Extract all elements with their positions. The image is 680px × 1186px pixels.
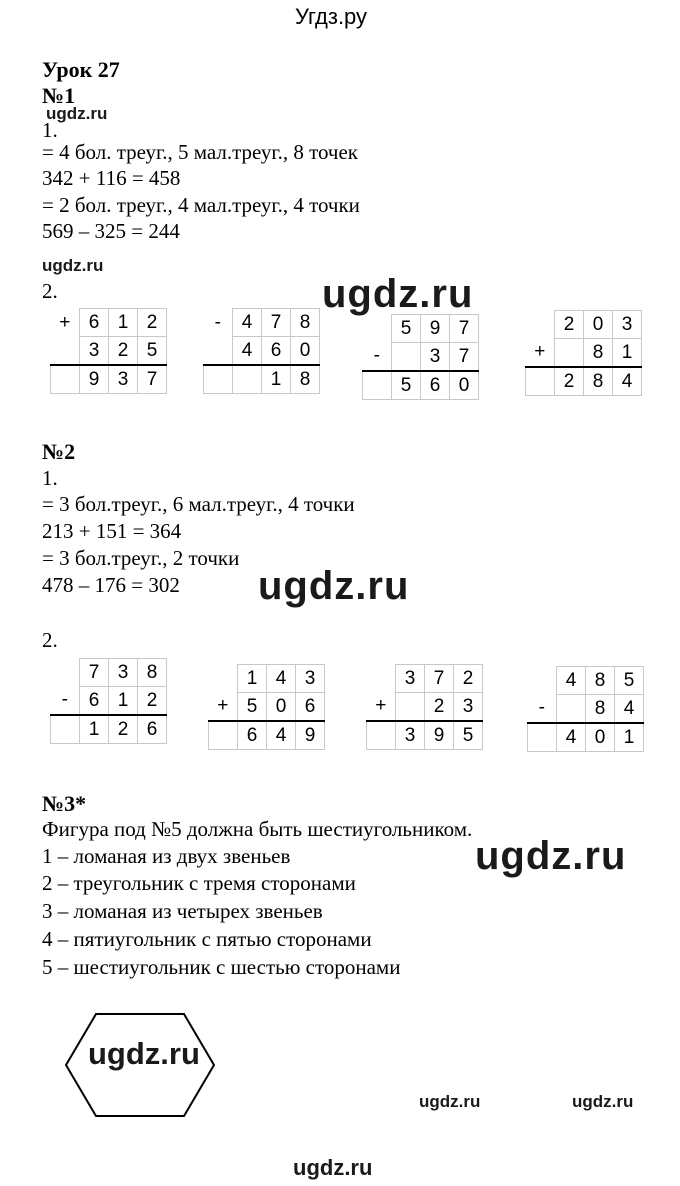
task3-line: 5 – шестиугольник с шестью сторонами bbox=[42, 955, 401, 979]
digit: 7 bbox=[450, 343, 479, 372]
task2-heading: №2 bbox=[42, 439, 76, 464]
digit bbox=[392, 343, 421, 372]
digit: 1 bbox=[613, 339, 642, 368]
task2-line: 478 – 176 = 302 bbox=[42, 573, 180, 597]
task2-part2-label: 2. bbox=[42, 628, 58, 652]
column-calculation bbox=[366, 664, 483, 750]
digit: 4 bbox=[233, 337, 262, 366]
digit: 8 bbox=[138, 659, 167, 687]
watermark: ugdz.ru bbox=[258, 564, 410, 608]
operation-sign: - bbox=[363, 343, 392, 372]
digit: 8 bbox=[291, 365, 320, 394]
task3-line: 1 – ломаная из двух звеньев bbox=[42, 844, 291, 868]
digit: 7 bbox=[80, 659, 109, 687]
task1-heading: №1 bbox=[42, 83, 76, 108]
digit: 6 bbox=[80, 309, 109, 337]
task2-line: = 3 бол.треуг., 6 мал.треуг., 4 точки bbox=[42, 492, 355, 516]
digit: 1 bbox=[80, 715, 109, 744]
lesson-title: Урок 27 bbox=[42, 57, 120, 82]
digit: 4 bbox=[233, 309, 262, 337]
digit: 2 bbox=[109, 715, 138, 744]
digit: 8 bbox=[584, 339, 613, 368]
digit: 0 bbox=[267, 693, 296, 722]
digit: 9 bbox=[296, 721, 325, 750]
digit: 4 bbox=[557, 667, 586, 695]
digit: 0 bbox=[291, 337, 320, 366]
digit: 5 bbox=[615, 667, 644, 695]
digit: 4 bbox=[267, 721, 296, 750]
digit: 2 bbox=[454, 665, 483, 693]
watermark: ugdz.ru bbox=[475, 834, 627, 878]
operation-sign: + bbox=[367, 693, 396, 722]
digit: 7 bbox=[425, 665, 454, 693]
digit: 5 bbox=[138, 337, 167, 366]
digit: 8 bbox=[586, 695, 615, 724]
digit: 7 bbox=[138, 365, 167, 394]
operation-sign: + bbox=[526, 339, 555, 368]
digit: 8 bbox=[291, 309, 320, 337]
task3-heading: №3* bbox=[42, 791, 87, 816]
task2-part1-label: 1. bbox=[42, 466, 58, 490]
digit: 3 bbox=[80, 337, 109, 366]
digit: 2 bbox=[138, 309, 167, 337]
digit: 4 bbox=[267, 665, 296, 693]
operation-sign: + bbox=[59, 311, 71, 333]
digit: 5 bbox=[454, 721, 483, 750]
digit: 5 bbox=[392, 315, 421, 343]
site-title: Угдз.ру bbox=[295, 4, 368, 29]
digit: 7 bbox=[262, 309, 291, 337]
digit: 2 bbox=[555, 311, 584, 339]
task3-line: 3 – ломаная из четырех звеньев bbox=[42, 899, 323, 923]
digit: 2 bbox=[109, 337, 138, 366]
watermark: ugdz.ru bbox=[42, 256, 104, 275]
digit: 3 bbox=[396, 721, 425, 750]
digit: 6 bbox=[262, 337, 291, 366]
digit: 3 bbox=[109, 365, 138, 394]
digit: 6 bbox=[238, 721, 267, 750]
digit: 1 bbox=[615, 723, 644, 752]
digit bbox=[233, 365, 262, 394]
digit: 1 bbox=[109, 309, 138, 337]
digit: 9 bbox=[425, 721, 454, 750]
watermark: ugdz.ru bbox=[572, 1092, 634, 1111]
digit: 3 bbox=[421, 343, 450, 372]
digit: 3 bbox=[613, 311, 642, 339]
digit: 5 bbox=[238, 693, 267, 722]
digit: 7 bbox=[450, 315, 479, 343]
column-calculation bbox=[362, 314, 479, 400]
watermark: ugdz.ru bbox=[46, 104, 108, 123]
digit: 0 bbox=[584, 311, 613, 339]
task1-line: 569 – 325 = 244 bbox=[42, 219, 180, 243]
task2-line: = 3 бол.треуг., 2 точки bbox=[42, 546, 240, 570]
digit: 0 bbox=[450, 371, 479, 400]
digit bbox=[396, 693, 425, 722]
digit: 4 bbox=[613, 367, 642, 396]
digit bbox=[557, 695, 586, 724]
digit: 1 bbox=[262, 365, 291, 394]
digit: 8 bbox=[586, 667, 615, 695]
task1-line: = 2 бол. треуг., 4 мал.треуг., 4 точки bbox=[42, 193, 360, 217]
task1-line: = 4 бол. треуг., 5 мал.треуг., 8 точек bbox=[42, 140, 359, 164]
digit: 2 bbox=[425, 693, 454, 722]
digit: 4 bbox=[615, 695, 644, 724]
digit: 0 bbox=[586, 723, 615, 752]
task1-part1-label: 1. bbox=[42, 118, 58, 142]
digit: 5 bbox=[392, 371, 421, 400]
digit: 9 bbox=[421, 315, 450, 343]
operation-sign: - bbox=[528, 695, 557, 724]
digit: 9 bbox=[80, 365, 109, 394]
watermark: ugdz.ru bbox=[419, 1092, 481, 1111]
task2-line: 213 + 151 = 364 bbox=[42, 519, 182, 543]
digit: 2 bbox=[138, 687, 167, 716]
digit bbox=[555, 339, 584, 368]
watermark: ugdz.ru bbox=[322, 272, 474, 316]
column-calculation bbox=[50, 308, 167, 394]
digit: 6 bbox=[80, 687, 109, 716]
digit: 1 bbox=[238, 665, 267, 693]
task1-line: 342 + 116 = 458 bbox=[42, 166, 181, 190]
column-calculation bbox=[50, 658, 167, 744]
digit: 3 bbox=[454, 693, 483, 722]
digit: 2 bbox=[555, 367, 584, 396]
operation-sign: + bbox=[209, 693, 238, 722]
task1-part2-label: 2. bbox=[42, 279, 58, 303]
digit: 6 bbox=[421, 371, 450, 400]
digit: 3 bbox=[396, 665, 425, 693]
digit: 1 bbox=[109, 687, 138, 716]
digit: 3 bbox=[109, 659, 138, 687]
digit: 6 bbox=[296, 693, 325, 722]
column-calculation bbox=[527, 666, 644, 752]
operation-sign: - bbox=[51, 687, 80, 716]
task3-line: 4 – пятиугольник с пятью сторонами bbox=[42, 927, 372, 951]
task3-line: Фигура под №5 должна быть шестиугольником. bbox=[42, 817, 473, 841]
column-calculation bbox=[203, 308, 320, 394]
column-calculation bbox=[208, 664, 325, 750]
digit: 8 bbox=[584, 367, 613, 396]
watermark: ugdz.ru bbox=[88, 1036, 200, 1071]
column-calculation bbox=[525, 310, 642, 396]
task3-line: 2 – треугольник с тремя сторонами bbox=[42, 871, 356, 895]
operation-sign: - bbox=[214, 311, 221, 333]
digit: 4 bbox=[557, 723, 586, 752]
digit: 3 bbox=[296, 665, 325, 693]
digit: 6 bbox=[138, 715, 167, 744]
watermark: ugdz.ru bbox=[293, 1155, 373, 1180]
